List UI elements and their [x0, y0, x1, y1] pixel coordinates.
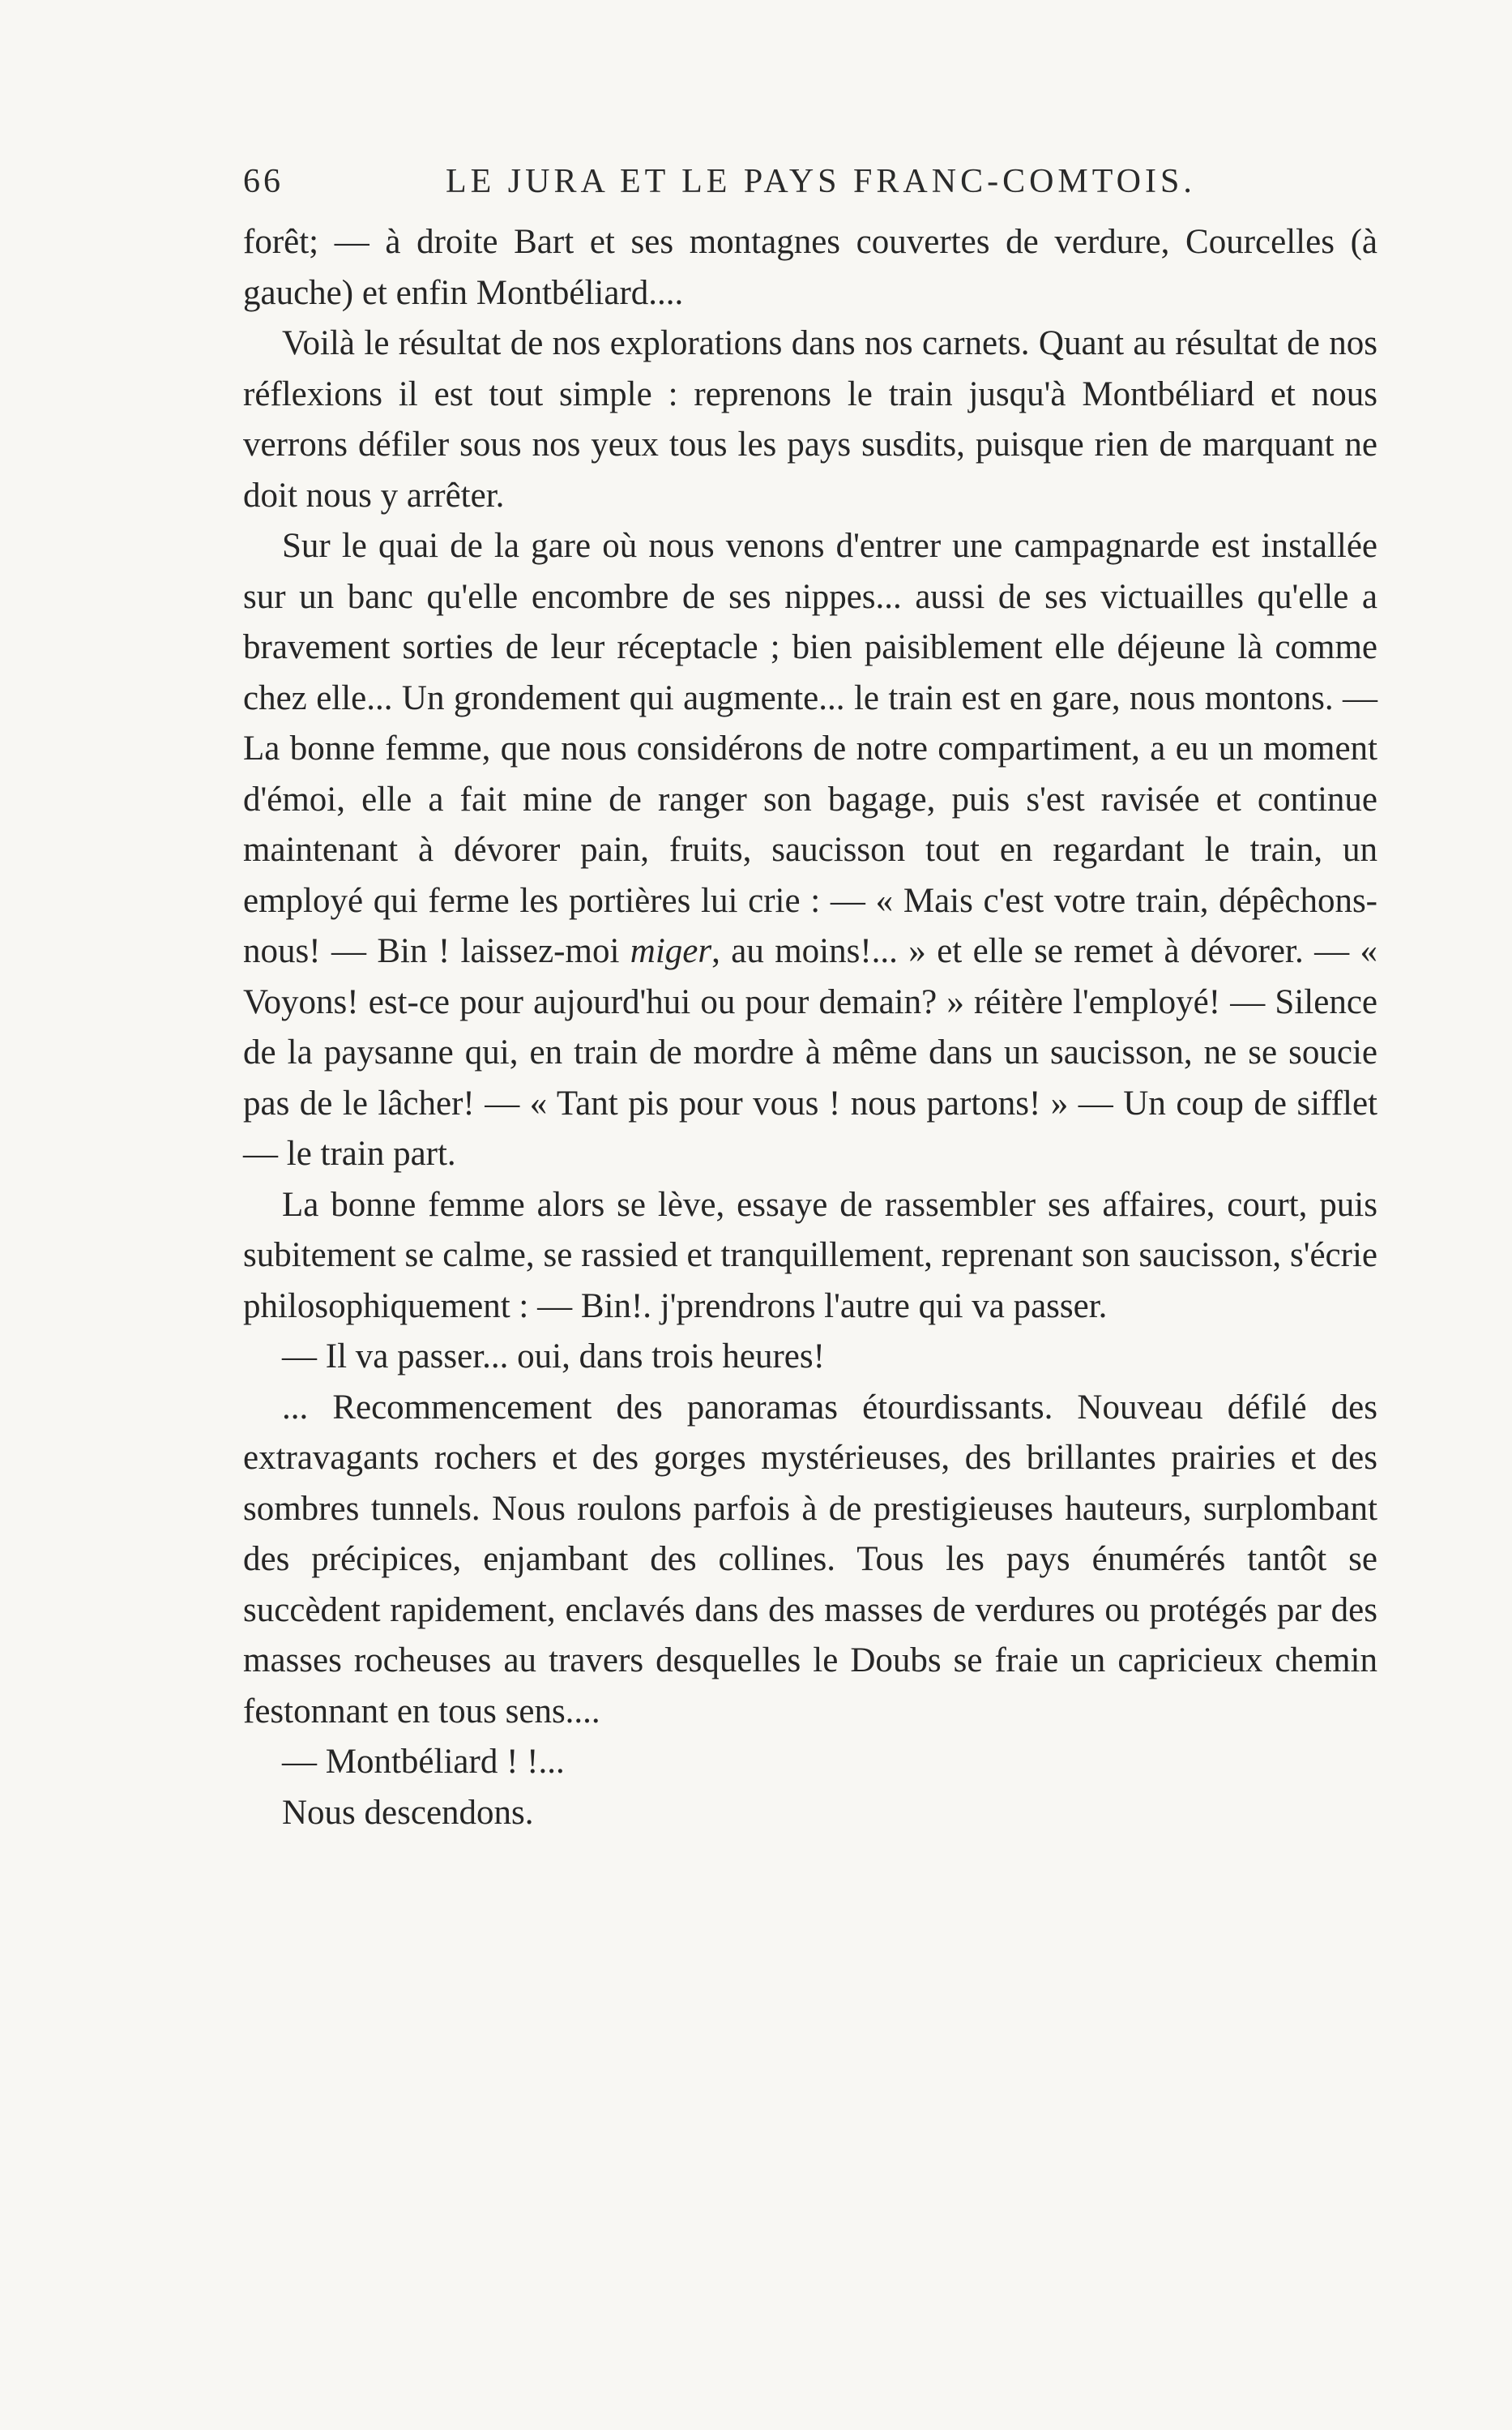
italic-word: miger [630, 932, 712, 970]
paragraph: — Montbéliard ! !... [282, 1743, 565, 1781]
paragraph-text-tail: , au moins!... » et elle se remet à dévorer. — « Voyons! est-ce pour aujourd'hui ou pour demain? » réitère l'employé! — Silence de la paysanne qui, en train de mordre à même dans un saucisson, ne se soucie pas de le lâcher! — « Tant pis pour vous ! nous partons! » — Un coup de sifflet — le train part. [243, 932, 1377, 1173]
paragraph: Voilà le résultat de nos explorations dans nos carnets. Quant au résultat de nos réflexions il est tout simple : reprenons le train jusqu'à Montbéliard et nous verrons défiler sous nos yeux tous les pays susdits, puisque rien de marquant ne doit nous y arrêter. [243, 324, 1377, 515]
paragraph-text: Sur le quai de la gare où nous venons d'entrer une campagnarde est installée sur un banc qu'elle encombre de ses nippes... aussi de ses victuailles qu'elle a bravement sorties de leur réceptacle ; bien paisiblement elle déjeune là comme chez elle... Un grondement qui augmente... le train est en gare, nous montons. — La bonne femme, que nous considérons de notre compartiment, a eu un moment d'émoi, elle a fait mine de ranger son bagage, puis s'est ravisée et continue maintenant à dévorer pain, fruits, saucisson tout en regardant le train, un employé qui ferme les portières lui crie : — « Mais c'est votre train, dépêchons-nous! — Bin ! laissez-moi [243, 527, 1377, 970]
paragraph: ... Recommencement des panoramas étourdissants. Nouveau défilé des extravagants rochers et des gorges mystérieuses, des brillantes prairies et des sombres tunnels. Nous roulons parfois à de prestigieuses hauteurs, surplombant des précipices, enjambant des collines. Tous les pays énumérés tantôt se succèdent rapidement, enclavés dans des masses de verdures ou protégés par des masses rocheuses au travers desquelles le Doubs se fraie un capricieux chemin festonnant en tous sens.... [243, 1388, 1377, 1731]
paragraph: La bonne femme alors se lève, essaye de rassembler ses affaires, court, puis subitement se calme, se rassied et tranquillement, reprenant son saucisson, s'écrie philosophiquement : — Bin!. j'prendrons l'autre qui va passer. [243, 1185, 1377, 1325]
paragraph: forêt; — à droite Bart et ses montagnes couvertes de verdure, Courcelles (à gauche) et enfin Montbéliard.... [243, 223, 1377, 312]
paragraph: Nous descendons. [282, 1793, 534, 1832]
running-head [243, 162, 1207, 211]
running-title: LE JURA ET LE PAYS FRANC-COMTOIS. [446, 163, 1196, 200]
paragraph: — Il va passer... oui, dans trois heures! [282, 1337, 825, 1375]
page-number: 66 [243, 163, 284, 200]
paragraph [243, 521, 1377, 1180]
body-text [243, 217, 1377, 1838]
